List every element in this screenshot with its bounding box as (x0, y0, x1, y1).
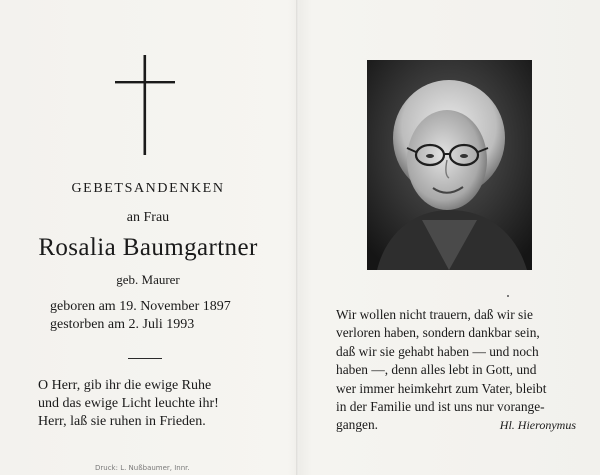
prayer-line: und das ewige Licht leuchte ihr! (38, 396, 219, 411)
card-fold (296, 0, 298, 475)
divider (128, 358, 162, 359)
cross-icon (115, 55, 175, 155)
portrait-photo (367, 60, 532, 270)
quote-line: verloren haben, sondern dankbar sein, (336, 325, 540, 341)
death-date: gestorben am 2. Juli 1993 (50, 317, 195, 332)
quote-last-line (336, 416, 586, 434)
prayer-text (38, 377, 268, 431)
birth-date: geboren am 19. November 1897 (50, 299, 231, 314)
memorial-heading: GEBETSANDENKEN (71, 181, 225, 196)
intro-text: an Frau (126, 210, 170, 225)
paper-speck (507, 295, 509, 297)
quote-line: daß wir sie gehabt haben — und noch (336, 343, 539, 359)
life-dates (50, 298, 270, 334)
quote-line: haben —, denn alles lebt in Gott, und (336, 362, 537, 378)
quote-line: Wir wollen nicht trauern, daß wir sie (336, 307, 533, 322)
quote-line: in der Familie und ist uns nur vorange- (336, 399, 545, 415)
printer-imprint: Druck: L. Nußbaumer, Innr. (95, 464, 190, 472)
quote-attribution: Hl. Hieronymus (499, 418, 576, 433)
quote-line: gangen. (336, 417, 379, 433)
deceased-name: Rosalia Baumgartner (38, 234, 258, 261)
quote-line: wer immer heimkehrt zum Vater, bleibt (336, 380, 547, 396)
maiden-name: geb. Maurer (116, 272, 180, 287)
quote-text (336, 306, 586, 435)
prayer-line: O Herr, gib ihr die ewige Ruhe (38, 378, 212, 393)
prayer-line: Herr, laß sie ruhen in Frieden. (38, 414, 206, 429)
